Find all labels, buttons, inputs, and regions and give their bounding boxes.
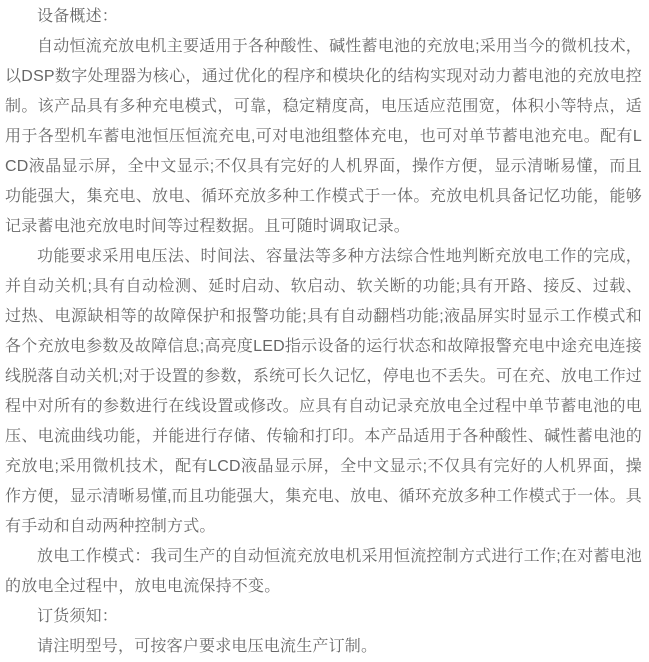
paragraph-order-instructions: 请注明型号，可按客户要求电压电流生产订制。 xyxy=(37,638,378,655)
section-heading-order-notes: 订货须知： xyxy=(37,608,119,625)
paragraph-discharge-working-mode: 放电工作模式：我司生产的自动恒流充放电机采用恒流控制方式进行工作;在对蓄电池的放电全过程中，放电电流保持不变。 xyxy=(5,548,642,595)
paragraph-function-requirements: 功能要求采用电压法、时间法、容量法等多种方法综合性地判断充放电工作的完成，并自动关机;具有自动检测、延时启动、软启动、软关断的功能;具有开路、接反、过载、过热、电源缺相等的故障保护和报警功能;具有自动翻档功能;液晶屏实时显示工作模式和各个充放电参数及故障信息;高亮度LED指示设备的运行状态和故障报警充电中途充电连接线脱落自动关机;对于设置的参数，系统可长久记忆，停电也不丢失。可在充、放电工作过程中对所有的参数进行在线设置或修改。应具有自动记录充放电全过程中单节蓄电池的电压、电流曲线功能，并能进行存储、传输和打印。本产品适用于各种酸性、碱性蓄电池的充放电;采用微机技术，配有LCD液晶显示屏，全中文显示;不仅具有完好的人机界面，操作方便，显示清晰易懂,而且功能强大，集充电、放电、循环充放多种工作模式于一体。具有手动和自动两种控制方式。 xyxy=(5,248,642,535)
paragraph-equipment-overview-body: 自动恒流充放电机主要适用于各种酸性、碱性蓄电池的充放电;采用当今的微机技术，以DSP数字处理器为核心，通过优化的程序和模块化的结构实现对动力蓄电池的充放电控制。该产品具有多种充电模式，可靠，稳定精度高，电压适应范围宽，体积小等特点，适用于各型机车蓄电池恒压恒流充电,可对电池组整体充电，也可对单节蓄电池充电。配有LCD液晶显示屏，全中文显示;不仅具有完好的人机界面，操作方便，显示清晰易懂，而且功能强大，集充电、放电、循环充放多种工作模式于一体。充放电机具备记忆功能，能够记录蓄电池充放电时间等过程数据。且可随时调取记录。 xyxy=(5,38,642,235)
section-heading-equipment-overview: 设备概述： xyxy=(37,8,119,25)
